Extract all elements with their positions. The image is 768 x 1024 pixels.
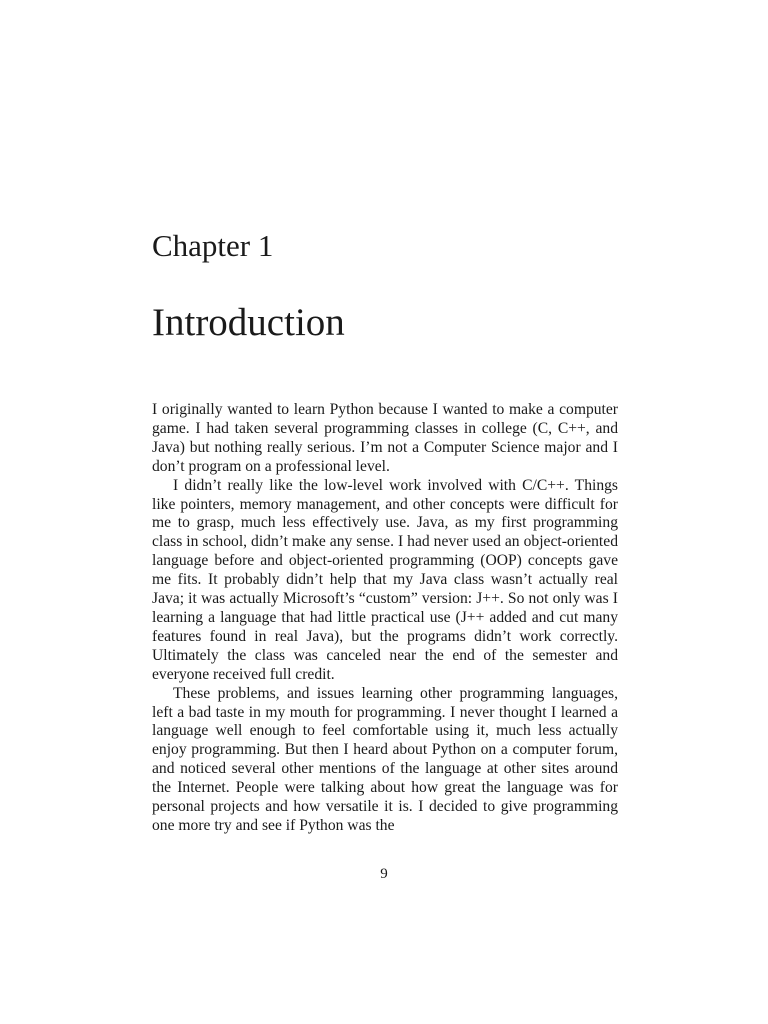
paragraph-2: I didn’t really like the low-level work involved with C/C++. Things like pointers, memory management, and other concepts were difficult for me to grasp, much less effectively use. Java, as my first programming class in school, didn’t make any sense. I had never used an object-oriented language before and object-oriented programming (OOP) concepts gave me fits. It probably didn’t help that my Java class wasn’t actually real Java; it was actually Microsoft’s “custom” version: J++. So not only was I learning a language that had little practical use (J++ added and cut many features found in real Java), but the programs didn’t work correctly. Ultimately the class was canceled near the end of the semester and everyone received full credit. — [152, 476, 618, 683]
paragraph-3: These problems, and issues learning other programming languages, left a bad taste in my mouth for programming. I never thought I learned a language well enough to feel comfortable using it, much less actually enjoy programming. But then I heard about Python on a computer forum, and noticed several other mentions of the language at other sites around the Internet. People were talking about how great the language was for personal projects and how versatile it is. I decided to give programming one more try and see if Python was the — [152, 684, 618, 834]
chapter-label: Chapter 1 — [152, 228, 274, 263]
page-number: 9 — [380, 866, 388, 882]
paragraph-1: I originally wanted to learn Python because I wanted to make a computer game. I had taken several programming classes in college (C, C++, and Java) but nothing really serious. I’m not a Computer Science major and I don’t program on a professional level. — [152, 401, 618, 475]
chapter-title: Introduction — [152, 301, 345, 344]
chapter-body — [152, 401, 618, 836]
